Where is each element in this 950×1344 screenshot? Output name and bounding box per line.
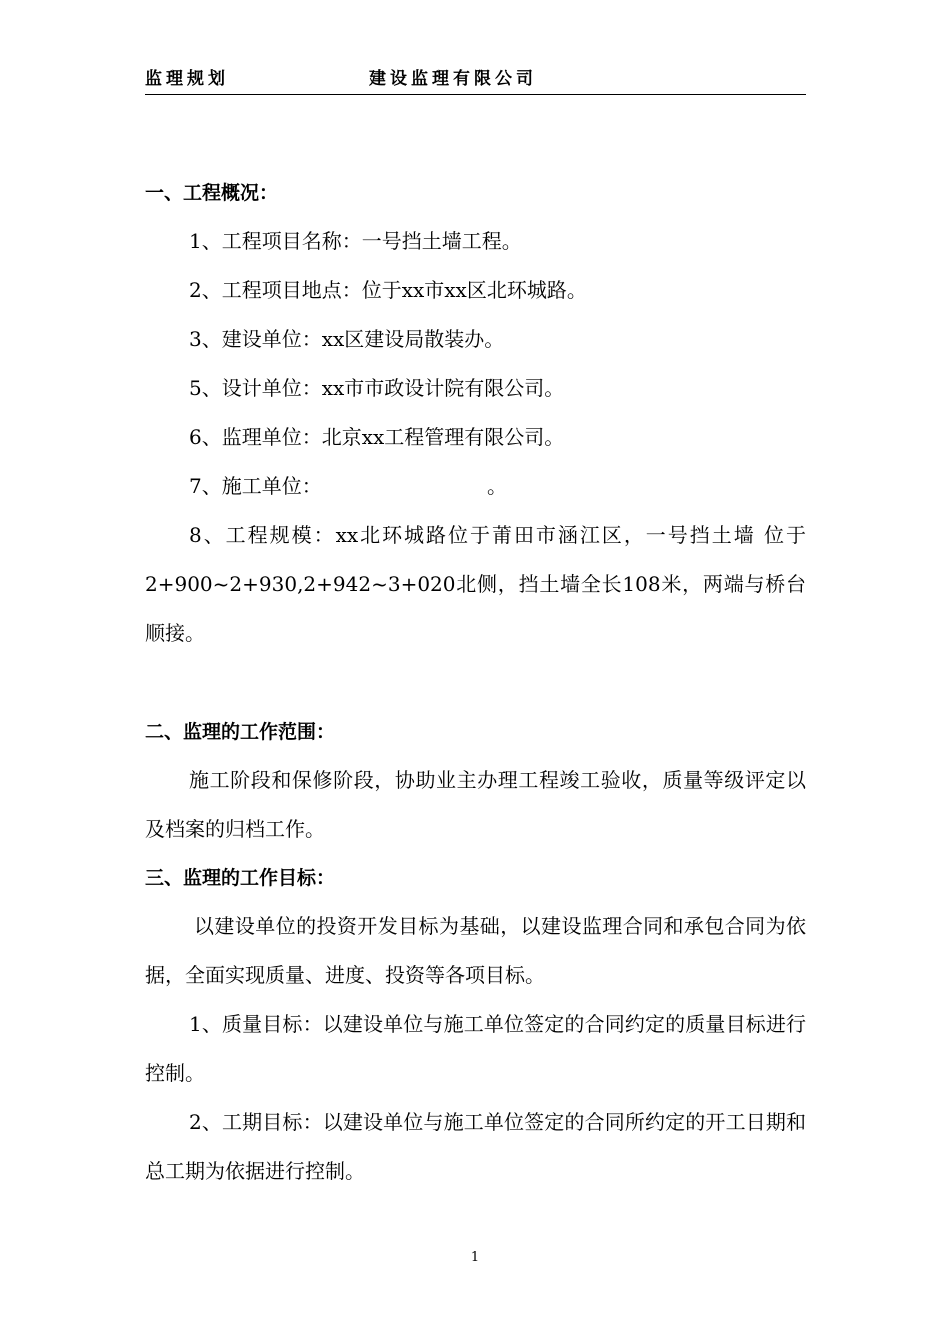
section-heading-objectives: 三、监理的工作目标： xyxy=(145,867,336,889)
objectives-item-quality: 1、质量目标：以建设单位与施工单位签定的合同约定的质量目标进行控制。 xyxy=(145,1012,806,1085)
overview-item-project-scale: 8、工程规模：xx北环城路位于莆田市涵江区，一号挡土墙 位于2+900~2+930,2+942~3+020北侧，挡土墙全长108米，两端与桥台顺接。 xyxy=(145,523,806,645)
header-document-type: 监理规划 xyxy=(145,69,229,89)
objectives-item-schedule: 2、工期目标：以建设单位与施工单位签定的合同所约定的开工日期和总工期为依据进行控制。 xyxy=(145,1110,806,1183)
overview-item-contractor: 7、施工单位： 。 xyxy=(189,474,508,498)
scope-text: 施工阶段和保修阶段，协助业主办理工程竣工验收，质量等级评定以及档案的归档工作。 xyxy=(145,768,806,841)
objectives-intro: 以建设单位的投资开发目标为基础，以建设监理合同和承包合同为依据，全面实现质量、进度、投资等各项目标。 xyxy=(145,914,806,987)
overview-item-project-name: 1、工程项目名称：一号挡土墙工程。 xyxy=(189,229,522,253)
page-number: 1 xyxy=(470,1250,480,1265)
page-header xyxy=(145,66,806,95)
overview-item-supervision-unit: 6、监理单位：北京xx工程管理有限公司。 xyxy=(189,425,565,449)
overview-item-project-location: 2、工程项目地点：位于xx市xx区北环城路。 xyxy=(189,278,587,302)
section-heading-overview: 一、工程概况： xyxy=(145,182,279,204)
header-company-name: 建设监理有限公司 xyxy=(369,69,537,89)
overview-item-design-unit: 5、设计单位：xx市市政设计院有限公司。 xyxy=(189,376,565,400)
document-body xyxy=(145,169,806,1196)
overview-item-construction-unit: 3、建设单位：xx区建设局散装办。 xyxy=(189,327,505,351)
section-heading-scope: 二、监理的工作范围： xyxy=(145,721,336,743)
